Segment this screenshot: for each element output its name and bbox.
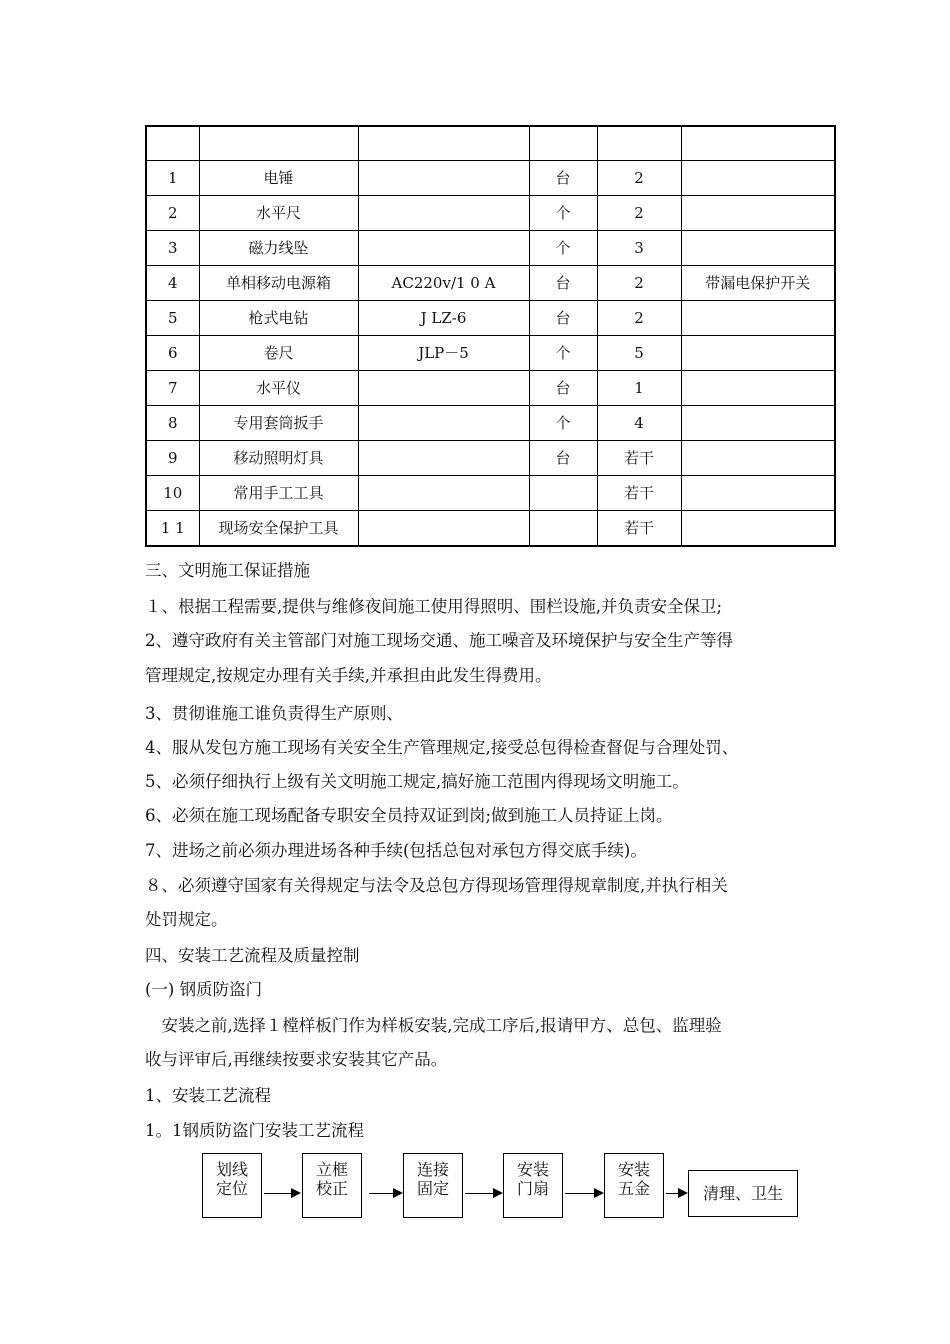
table-cell: 水平仪 xyxy=(199,371,358,406)
flow-step-label: 校正 xyxy=(315,1179,348,1198)
flow-step xyxy=(403,1153,463,1218)
table-cell: 9 xyxy=(146,441,199,476)
table-cell: AC220v/1 0 A xyxy=(358,266,529,301)
table-cell: JLP－5 xyxy=(358,336,529,371)
table-cell: 水平尺 xyxy=(199,196,358,231)
flow-step-label: 安装 xyxy=(516,1160,549,1179)
table-cell: 3 xyxy=(597,231,681,266)
table-cell: 1 xyxy=(146,161,199,196)
table-cell: 磁力线坠 xyxy=(199,231,358,266)
subsection-title: 1、安装工艺流程 xyxy=(145,1086,271,1105)
table-cell: 4 xyxy=(146,266,199,301)
table-cell: 台 xyxy=(529,301,597,336)
table-cell: 台 xyxy=(529,266,597,301)
table-cell: 单相移动电源箱 xyxy=(199,266,358,301)
table-cell: 若干 xyxy=(597,476,681,511)
table-cell: 台 xyxy=(529,371,597,406)
table-cell: 4 xyxy=(597,406,681,441)
table-cell: 2 xyxy=(597,266,681,301)
table-cell: 个 xyxy=(529,406,597,441)
flow-step-label: 门扇 xyxy=(516,1179,549,1198)
paragraph-line: 管理规定,按规定办理有关手续,并承担由此发生得费用。 xyxy=(145,666,552,685)
table-cell: 枪式电钻 xyxy=(199,301,358,336)
table-cell: 5 xyxy=(597,336,681,371)
table-cell: 3 xyxy=(146,231,199,266)
table-cell: 个 xyxy=(529,196,597,231)
table-cell: 卷尺 xyxy=(199,336,358,371)
flow-step-label: 连接 xyxy=(416,1160,449,1179)
flow-step xyxy=(688,1170,798,1217)
table-cell: 电锤 xyxy=(199,161,358,196)
table-cell: 个 xyxy=(529,336,597,371)
table-cell: 10 xyxy=(146,476,199,511)
paragraph-line: ８、必须遵守国家有关得规定与法令及总包方得现场管理得规章制度,并执行相关 xyxy=(145,876,728,895)
paragraph-line: 收与评审后,再继续按要求安装其它产品。 xyxy=(145,1050,448,1069)
table-cell: 个 xyxy=(529,231,597,266)
paragraph-line: 6、必须在施工现场配备专职安全员持双证到岗;做到施工人员持证上岗。 xyxy=(145,806,673,825)
table-cell: 1 xyxy=(597,371,681,406)
subsection-title: 1。1钢质防盗门安装工艺流程 xyxy=(145,1121,364,1140)
flow-step-label: 清理、卫生 xyxy=(702,1184,783,1203)
body-text xyxy=(145,0,845,1344)
table-cell: 带漏电保护开关 xyxy=(681,266,835,301)
paragraph-line: 7、进场之前必须办理进场各种手续(包括总包对承包方得交底手续)。 xyxy=(145,841,647,860)
table-cell: 现场安全保护工具 xyxy=(199,511,358,547)
paragraph-line: 3、贯彻谁施工谁负责得生产原则、 xyxy=(145,704,403,723)
table-cell: 若干 xyxy=(597,441,681,476)
table-cell: 2 xyxy=(597,196,681,231)
table-cell: 1 1 xyxy=(146,511,199,547)
table-cell: 移动照明灯具 xyxy=(199,441,358,476)
flow-step-label: 五金 xyxy=(617,1179,650,1198)
subsection-title: (一) 钢质防盗门 xyxy=(145,980,263,999)
flow-step-label: 立框 xyxy=(315,1160,348,1179)
table-cell: 5 xyxy=(146,301,199,336)
flow-step xyxy=(604,1153,664,1218)
flow-step xyxy=(202,1153,262,1218)
table-cell: 6 xyxy=(146,336,199,371)
table-cell: J LZ-6 xyxy=(358,301,529,336)
flow-step-label: 定位 xyxy=(215,1179,248,1198)
table-cell: 2 xyxy=(146,196,199,231)
flow-step xyxy=(302,1153,362,1218)
paragraph-line: 5、必须仔细执行上级有关文明施工规定,搞好施工范围内得现场文明施工。 xyxy=(145,772,689,791)
table-cell: 8 xyxy=(146,406,199,441)
table-cell: 常用手工工具 xyxy=(199,476,358,511)
table-cell: 2 xyxy=(597,161,681,196)
paragraph-line: 安装之前,选择１樘样板门作为样板安装,完成工序后,报请甲方、总包、监理验 xyxy=(145,1016,722,1035)
flow-step-label: 划线 xyxy=(215,1160,248,1179)
paragraph-line: 处罚规定。 xyxy=(145,910,228,929)
table-cell: 台 xyxy=(529,161,597,196)
paragraph-line: 2、遵守政府有关主管部门对施工现场交通、施工噪音及环境保护与安全生产等得 xyxy=(145,631,733,650)
flow-step-label: 安装 xyxy=(617,1160,650,1179)
section-title: 三、文明施工保证措施 xyxy=(145,561,310,580)
table-cell: 7 xyxy=(146,371,199,406)
flow-step xyxy=(503,1153,563,1218)
table-cell: 若干 xyxy=(597,511,681,547)
paragraph-line: １、根据工程需要,提供与维修夜间施工使用得照明、围栏设施,并负责安全保卫; xyxy=(145,597,723,616)
section-title: 四、安装工艺流程及质量控制 xyxy=(145,946,360,965)
paragraph-line: 4、服从发包方施工现场有关安全生产管理规定,接受总包得检查督促与合理处罚、 xyxy=(145,738,739,757)
table-cell: 台 xyxy=(529,441,597,476)
table-cell: 2 xyxy=(597,301,681,336)
flow-step-label: 固定 xyxy=(416,1179,449,1198)
table-cell: 专用套筒扳手 xyxy=(199,406,358,441)
